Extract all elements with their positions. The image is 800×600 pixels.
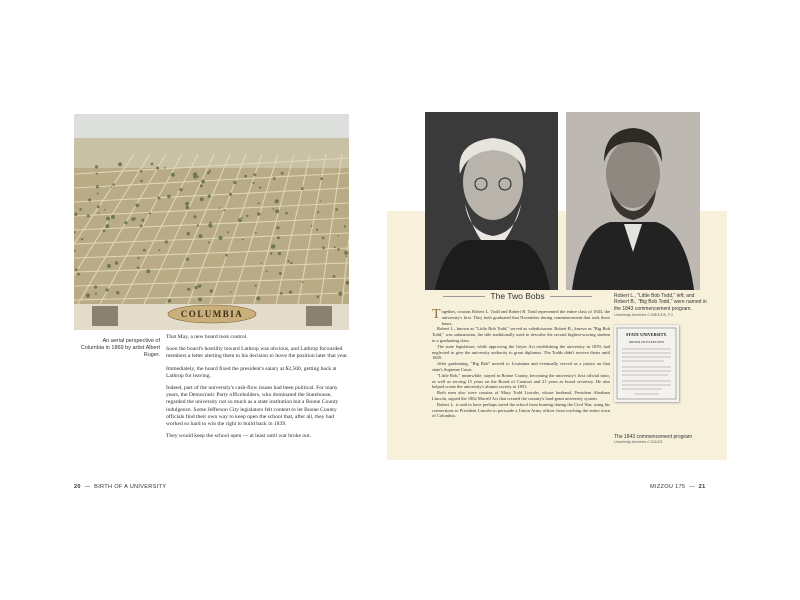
portrait-caption-block [614,293,709,319]
portrait-big-bob-todd [566,112,700,290]
left-body-text [166,334,348,445]
left-paragraph: That May, a new board took control. [166,334,248,340]
map-caption: An aerial perspective of Columbia in 1869 by artist Albert Ruger. [80,338,160,358]
portrait-little-bob-todd [425,112,558,290]
right-paragraph-text: ogether, cousins Robert L. Todd and Robert B. Todd represented the entire class of 1843, the university's first. They both graduated that November during commencement that took three hours. [441,309,610,326]
program-subtitle: ORDER OF EXERCISES [628,340,665,344]
columbia-aerial-map-image [74,114,349,330]
right-paragraph: The state legislature, while approving the Geyer Act establishing the university in 1839, had neglected to give the university authority to grant diplomas. The Todds didn't receive theirs until 1845. [432,343,610,361]
two-bobs-title: The Two Bobs [490,291,545,301]
program-caption-block [614,434,724,444]
two-bobs-heading [425,291,610,301]
portrait-caption: Robert L., "Little Bob Todd," left; and Robert B., "Big Bob Todd," were named in the 1843 commencement program. [614,293,707,312]
left-folio-separator: — [84,484,91,490]
right-folio-title: MIZZOU 175 [650,484,686,490]
program-caption: The 1843 commencement program [614,434,693,440]
program-title: STATE UNIVERSITY. [625,332,668,337]
left-folio-title: BIRTH OF A UNIVERSITY [94,484,167,490]
commencement-program-image [614,325,679,402]
right-folio-separator: — [689,484,695,490]
right-paragraph: Robert L. is said to have perhaps saved the school from burning during the Civil War, using his connections to President Lincoln to persuade a Union Army officer from torching the entire town of Columbia. [432,401,610,419]
right-paragraph: After graduating, "Big Bob" moved to Louisiana and eventually served as a justice on that state's Supreme Court. [432,361,610,372]
heading-rule-right [550,296,592,297]
left-folio [74,484,166,490]
program-credit: University Archives C:0/1/2/1 [614,440,663,444]
left-paragraph: They would keep the school open — at least until war broke out. [166,433,311,440]
right-paragraph: "Little Bob," meanwhile, stayed in Boone County, becoming the university's first official tutor, as well as serving 15 years on the Board of Curators and 21 years as board secretary. He also helped create the university's alumni society in 1853. [432,372,610,390]
right-page-number: 21 [698,484,706,490]
right-paragraph [432,309,610,326]
right-folio [650,484,706,490]
right-paragraph: Robert L., known as "Little Bob Todd," served as valedictorian. Robert B., known as "Big Bob Todd," was salutatorian, the title traditionally used to describe the second highest-scoring student in a graduating class. [432,326,610,343]
heading-rule-left [443,296,485,297]
left-paragraph: Immediately, the board fixed the president's salary at $2,500, getting back at Lathrop for leaving. [166,365,337,379]
right-paragraph: Both men also were cousins of Mary Todd Lincoln, whose husband, President Abraham Lincoln, signed the 1862 Morrill Act that created the country's land-grant university system. [432,390,610,401]
left-paragraph: Indeed, part of the university's cash-flow issues had been political. For many years, the Democratic Party officeholders, who dominated the Statehouse, regarded the university not so much as a state institution but a Boone County indulgence. Some Jefferson City legislators felt content to let Boone County officials find their own way to keep open the school that, after all, they had worked so hard to win the right to build back in 1839. [166,385,339,428]
map-banner-text: COLUMBIA [180,309,244,319]
two-bobs-body-text [432,309,610,419]
left-page-number: 20 [74,484,81,490]
portrait-credit: University Archives C:0/8/1/1/5, F.3 [614,313,673,318]
dropcap: T [432,307,441,322]
left-paragraph: Soon the board's hostility toward Lathrop was obvious, and Lathrop forwarded members a letter alerting them to his decision to leave the position later that year. [166,346,348,360]
